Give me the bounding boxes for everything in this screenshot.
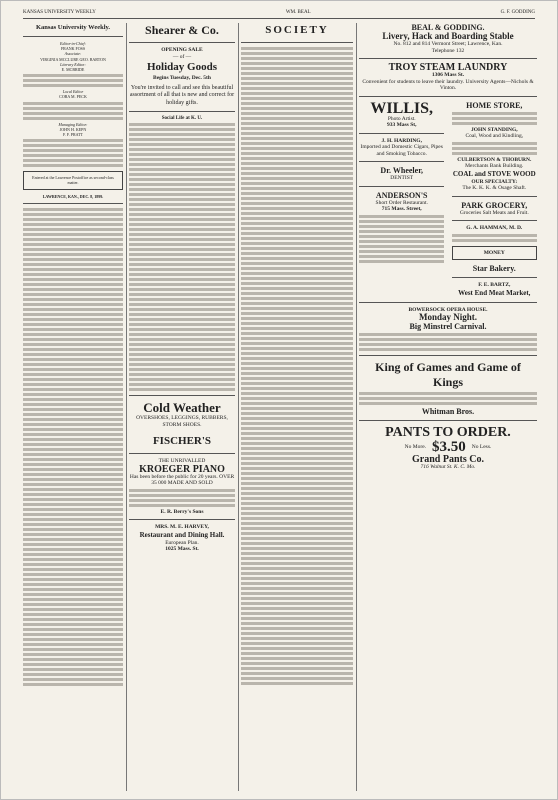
- short-order: Short Order Restaurant.: [375, 199, 428, 206]
- home-store: HOME STORE,: [466, 100, 523, 110]
- price-post: No Less.: [471, 444, 492, 451]
- livery-stable: Livery, Hack and Boarding Stable: [382, 31, 514, 41]
- masthead-right: G. F. GODDING: [500, 10, 535, 15]
- coal-stove-wood: COAL and STOVE WOOD: [452, 169, 536, 178]
- park-grocery: PARK GROCERY,: [461, 200, 528, 210]
- opening-sale: OPENING SALE: [161, 47, 203, 53]
- invite-text: You're invited to call and see this beautiful assortment of all that is new and correct for holiday gifts.: [129, 84, 235, 106]
- local-heading: Local Editor: [62, 89, 84, 95]
- business-manager: F. F. PRATT: [62, 132, 84, 138]
- west-end-market: West End Meat Market,: [458, 288, 531, 297]
- column-3: [241, 23, 353, 791]
- king-of-games: King of Games and Game of Kings: [375, 360, 521, 389]
- paper-title: Kansas University Weekly.: [35, 24, 111, 31]
- grand-pants: Grand Pants Co.: [412, 454, 484, 465]
- money-box: MONEY: [452, 246, 537, 261]
- culbertson: CULBERTSON & THOBURN.: [457, 156, 532, 163]
- our-specialty: OUR SPECIALTY:: [471, 178, 518, 185]
- kroeger-piano: KROEGER PIANO: [139, 463, 225, 475]
- column-rule: [126, 23, 127, 791]
- dateline: LAWRENCE, KAN., DEC. 8, 1899.: [42, 193, 104, 199]
- literary-heading: Literary Editor:: [60, 61, 86, 67]
- hamman-md: G. A. HAMMAN, M. D.: [466, 225, 523, 231]
- masthead-center: WM. BEAL: [285, 10, 311, 15]
- society-heading: SOCIETY: [265, 24, 329, 36]
- livery-telephone: Telephone 132: [431, 47, 465, 54]
- pants-to-order: PANTS TO ORDER.: [385, 425, 511, 440]
- bowersock-opera: BOWERSOCK OPERA HOUSE.: [408, 306, 488, 313]
- dentist-label: DENTIST: [390, 175, 414, 181]
- cold-weather-items: OVERSHOES, LEGGINGS, RUBBERS, STORM SHOES.: [136, 415, 228, 428]
- troy-sub: Convenient for students to leave their laundry. University Agents—Nichols & Vinton.: [362, 78, 534, 91]
- anderson-address: 715 Mass. Street,: [381, 206, 422, 212]
- star-bakery: Star Bakery.: [472, 264, 516, 273]
- berry-sons: E. R. Berry's Sons: [160, 508, 204, 515]
- kroeger-pre: THE UNRIVALLED: [158, 458, 206, 465]
- cold-weather-ad: Cold Weather: [143, 400, 221, 416]
- column-1: [23, 23, 123, 791]
- managing-heading: Managing Editor:: [58, 121, 88, 127]
- associate-label: Associate:: [64, 51, 82, 57]
- whitman-bros: Whitman Bros.: [421, 407, 475, 416]
- social-life-heading: Social Life at K. U.: [161, 116, 203, 121]
- harding-name: J. H. HARDING,: [381, 137, 422, 144]
- grand-address: 716 Walnut St. K. C. Mo.: [420, 464, 476, 470]
- managing-editor: JOHN H. KEPN: [59, 126, 87, 132]
- livery-address: No. 812 and 814 Vermont Street; Lawrence, Kan.: [393, 41, 503, 47]
- holiday-goods: Holiday Goods: [147, 61, 217, 73]
- local-editor: CORA M. PECK: [59, 94, 87, 100]
- harvey-name: MRS. M. E. HARVEY,: [155, 524, 209, 531]
- column-rule: [238, 23, 239, 791]
- beal-godding: BEAL & GODDING.: [411, 23, 485, 32]
- masthead-left: KANSAS UNIVERSITY WEEKLY: [23, 10, 96, 15]
- of-label: — of —: [172, 53, 192, 60]
- willis-address: 933 Mass St,: [386, 122, 417, 128]
- restaurant-address: 1025 Mass. St.: [165, 546, 199, 553]
- grocery-sub: Groceries Salt Meats and Fruit.: [459, 209, 529, 216]
- bartz-name: F. E. BARTZ,: [478, 282, 511, 288]
- kroeger-sub: Has been before the public for 20 years. OVER 35 000 MADE AND SOLD: [129, 473, 235, 487]
- harding-sub: Imported and Domestic Cigars, Pipes and Smoking Tobacco.: [360, 144, 443, 157]
- willis-name: WILLIS,: [370, 99, 434, 117]
- price-pre: No More.: [404, 444, 427, 451]
- masthead: [23, 7, 535, 19]
- troy-laundry: TROY STEAM LAUNDRY: [388, 62, 508, 73]
- column-2: [129, 23, 235, 791]
- european-plan: European Plan.: [165, 539, 199, 546]
- wheeler-name: Dr. Wheeler,: [380, 166, 424, 175]
- staff-editor: FRANK FOSS: [60, 46, 86, 52]
- staff-heading: Editor-in-Chief:: [60, 41, 86, 46]
- shearer-ad-title: Shearer & Co.: [145, 23, 219, 37]
- minstrel-carnival: Big Minstrel Carnival.: [409, 322, 487, 331]
- restaurant-label: Restaurant and Dining Hall.: [139, 530, 225, 539]
- willis-sub: Photo Artist.: [387, 115, 416, 122]
- coal-wood: Coal, Wood and Kindling,: [465, 133, 524, 139]
- monday-night: Monday Night.: [418, 312, 477, 322]
- pants-price: $3.50: [432, 439, 466, 455]
- postoffice-notice: Entered at the Lawrence Postoffice as second-class matter.: [23, 171, 123, 189]
- anderson-name: ANDERSON'S: [375, 190, 428, 200]
- sale-begins: Begins Tuesday, Dec. 5th: [153, 75, 211, 81]
- kkk-shaft: The K. K. K. & Osage Shaft.: [462, 185, 527, 191]
- literary-editor: E. MCBRIDE: [61, 67, 85, 73]
- john-standing: JOHN STANDING,: [470, 126, 518, 133]
- column-rule: [356, 23, 357, 791]
- merchants-bank: Merchants Bank Building.: [465, 163, 524, 169]
- troy-address: 1306 Mass St.: [431, 72, 465, 78]
- associates: VIRGINIA MCCLURE GEO. BARTON: [40, 56, 106, 62]
- fischer-ad: FISCHER'S: [152, 435, 212, 448]
- column-4-ads: [359, 23, 537, 791]
